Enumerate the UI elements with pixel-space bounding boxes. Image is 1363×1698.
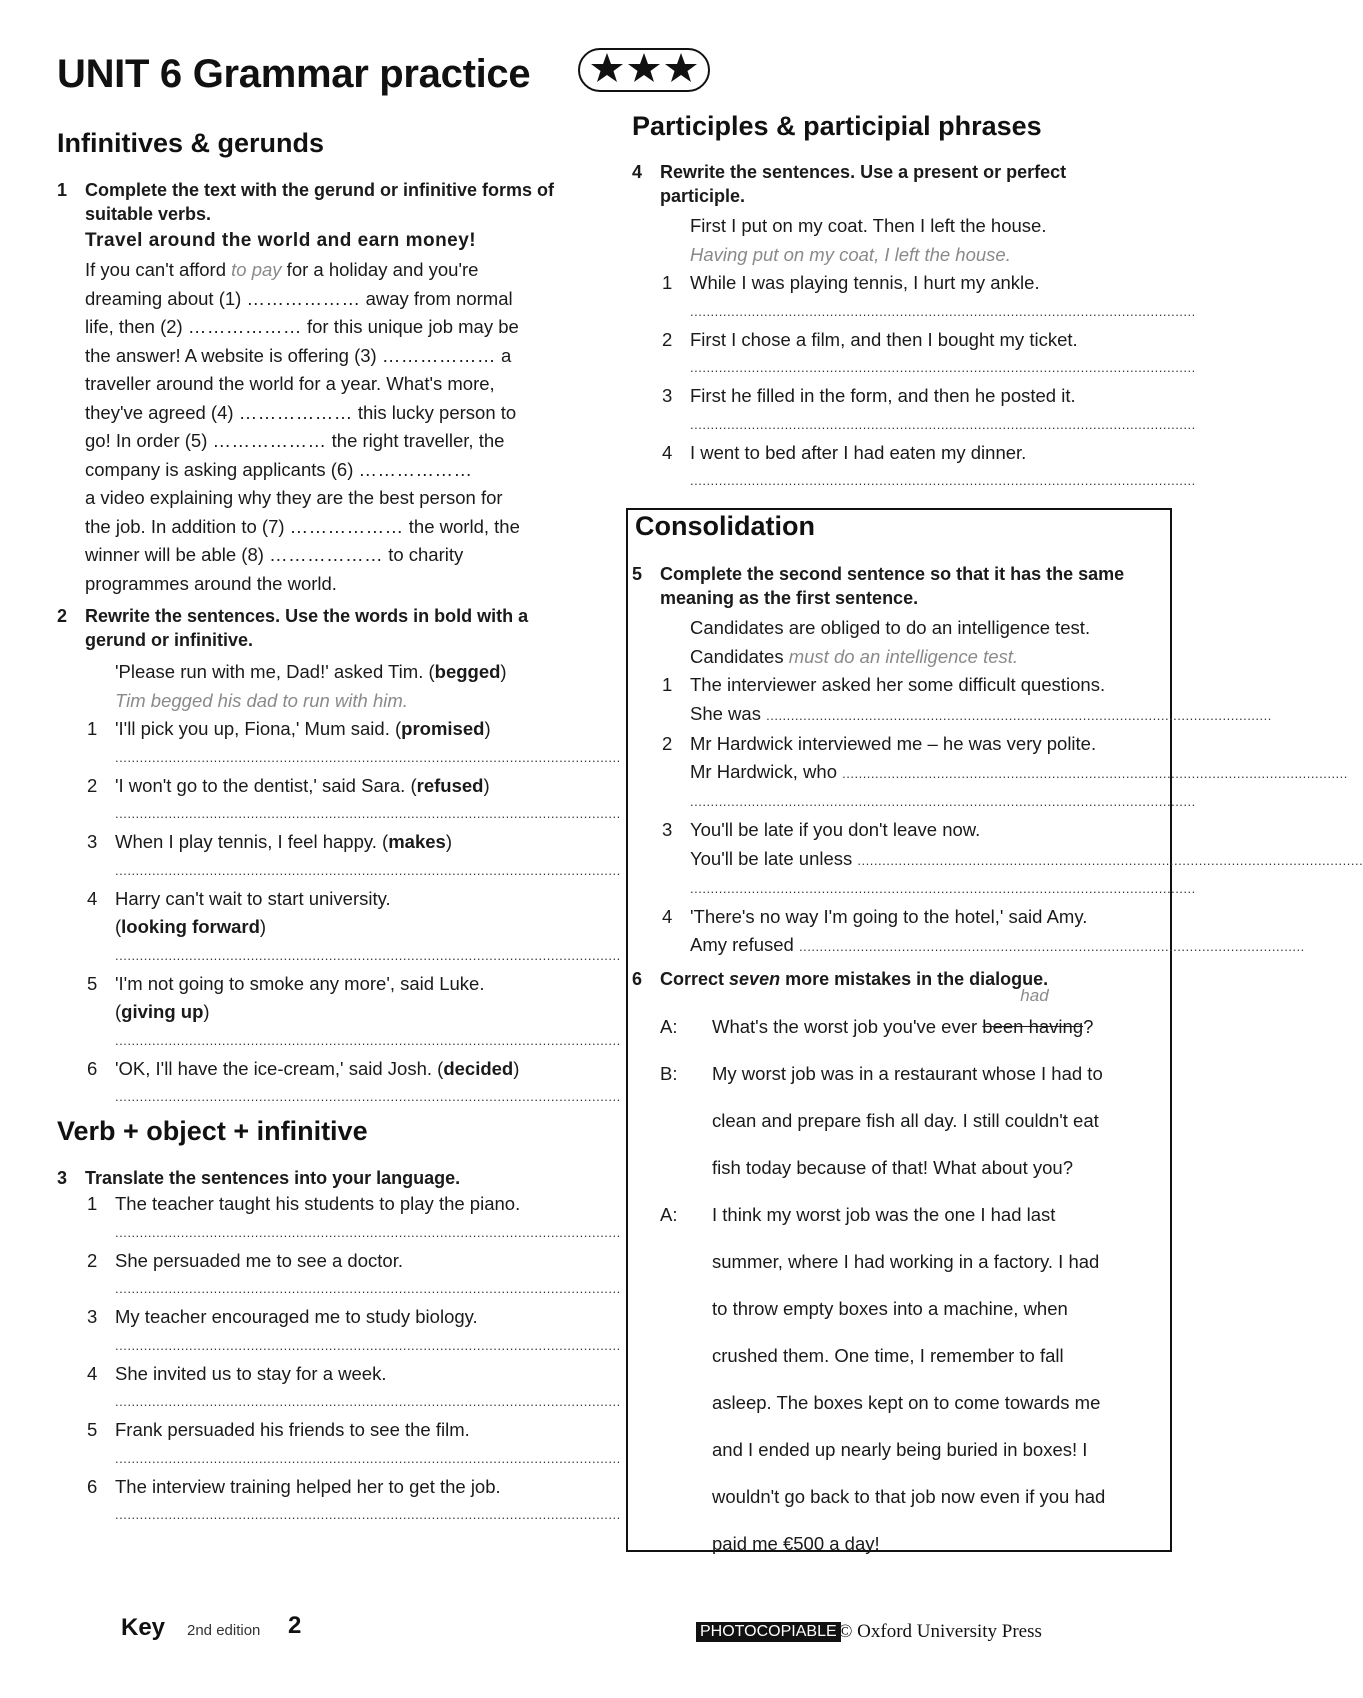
answer-line[interactable]: ...........................................................................................................................	[690, 303, 1196, 319]
dialogue-line	[660, 1097, 1152, 1144]
exercise-1	[57, 178, 577, 598]
paren: )	[513, 1057, 520, 1079]
item-sentence: 'There's no way I'm going to the hotel,' said Amy.	[690, 905, 1088, 927]
section-heading-consolidation: Consolidation	[635, 511, 815, 541]
struck-text: been having	[982, 1016, 1084, 1037]
answer-line[interactable]: ...........................................................................................................................	[766, 707, 1272, 723]
answer-line[interactable]: ...........................................................................................................................	[115, 1089, 621, 1104]
difficulty-stars	[578, 48, 710, 92]
instruction-text: Rewrite the sentences. Use the words in bold with a gerund or infinitive.	[85, 606, 529, 650]
item-sentence-cont	[115, 913, 577, 942]
dialogue-line	[660, 1050, 1152, 1097]
bold-keyword: giving up	[121, 1001, 204, 1022]
answer-line[interactable]: ...........................................................................................................................	[115, 749, 621, 765]
item-number: 1	[662, 674, 673, 695]
item-sentence	[115, 715, 577, 744]
gap-blank[interactable]: ………………	[269, 544, 384, 565]
dialogue-line	[660, 986, 1152, 1050]
text-segment: a	[495, 344, 512, 366]
item-number: 3	[662, 385, 673, 406]
text-segment: a video explaining why they are the best person for	[85, 487, 503, 508]
item-number: 6	[87, 1057, 98, 1079]
text-segment: programmes around the world.	[85, 572, 337, 594]
list-item	[57, 1190, 621, 1247]
list-item	[632, 326, 1196, 383]
item-number: 1	[87, 718, 98, 739]
dialogue-line	[660, 1238, 1152, 1285]
instruction-text: Complete the text with the gerund or infinitive forms of suitable verbs.	[85, 180, 555, 224]
exercise-4	[632, 160, 1196, 495]
instruction-text: Rewrite the sentences. Use a present or perfect participle.	[660, 162, 1067, 206]
text-line	[85, 456, 577, 485]
text-segment: they've agreed (4)	[85, 401, 239, 423]
example-sentence: Candidates are obliged to do an intelligence test.	[690, 617, 1091, 638]
text-heading: Travel around the world and earn money!	[85, 230, 477, 251]
dialogue-text: and I ended up nearly being buried in boxes! I	[712, 1439, 1088, 1460]
item-sentence	[115, 885, 577, 914]
list-item	[57, 1055, 621, 1112]
answer-line[interactable]: ...........................................................................................................................	[115, 1507, 621, 1522]
sentence-text: 'I won't go to the dentist,' said Sara. (	[115, 774, 417, 796]
item-number: 4	[662, 905, 673, 927]
answer-line[interactable]: ...........................................................................................................................	[115, 1032, 621, 1048]
exercise-number: 5	[632, 564, 643, 584]
answer-start: She was	[690, 702, 767, 724]
item-sentence-cont	[115, 998, 577, 1027]
text-line	[85, 313, 577, 342]
item-sentence: She invited us to stay for a week.	[115, 1362, 387, 1384]
paren: )	[483, 774, 490, 796]
three-star-icon	[589, 50, 699, 86]
text-line	[85, 285, 577, 314]
text-line	[85, 256, 577, 285]
exercise-4-items	[632, 269, 1196, 495]
photocopiable-label: PHOTOCOPIABLE	[696, 1622, 841, 1642]
answer-line[interactable]: ...........................................................................................................................	[842, 766, 1348, 781]
bold-keyword: promised	[401, 718, 485, 739]
item-sentence: Frank persuaded his friends to see the film.	[115, 1419, 470, 1440]
text-segment: go! In order (5)	[85, 430, 213, 451]
item-sentence: Mr Hardwick interviewed me – he was very polite.	[690, 732, 1097, 754]
text-segment: for a holiday and you're	[281, 259, 479, 280]
item-number: 4	[662, 441, 673, 463]
gap-fill-text	[57, 256, 577, 598]
dialogue-text: clean and prepare fish all day. I still couldn't eat	[712, 1110, 1099, 1131]
exercise-3-instruction	[57, 1166, 577, 1190]
dialogue-text: I think my worst job was the one I had last	[712, 1204, 1056, 1225]
answer-line[interactable]: ...........................................................................................................................	[857, 852, 1363, 868]
gap-blank[interactable]: ………………	[246, 287, 361, 309]
dialogue-line	[660, 1473, 1152, 1520]
footer-key-logo: Key	[121, 1614, 166, 1641]
item-number: 4	[87, 1362, 98, 1384]
text-segment: dreaming about (1)	[85, 287, 247, 309]
footer-edition: 2nd edition	[187, 1622, 261, 1639]
item-sentence	[115, 828, 577, 857]
text-segment: the job. In addition to (7)	[85, 515, 290, 537]
section-heading-participles: Participles & participial phrases	[632, 111, 1042, 141]
answer-start-line	[690, 931, 1305, 961]
item-number: 3	[87, 1306, 98, 1327]
exercise-number: 1	[57, 180, 68, 200]
text-segment: company is asking applicants (6)	[85, 458, 359, 480]
speaker-label: A:	[660, 1204, 678, 1225]
publisher-credit: © Oxford University Press	[838, 1621, 1042, 1642]
text-segment: the world, the	[403, 515, 520, 537]
list-item	[57, 1360, 621, 1417]
list-item	[57, 1473, 621, 1530]
item-number: 3	[662, 819, 673, 840]
dialogue-line	[660, 1144, 1152, 1191]
gap-blank[interactable]: ………………	[238, 401, 353, 423]
dialogue-line	[660, 1379, 1152, 1426]
answer-line[interactable]: ...........................................................................................................................	[115, 1337, 621, 1353]
item-number: 6	[87, 1475, 98, 1497]
instruction-emphasis: seven	[729, 969, 781, 989]
item-sentence	[115, 772, 577, 801]
answer-start-line	[690, 700, 1272, 730]
item-sentence: The interview training helped her to get the job.	[115, 1475, 501, 1497]
answer-start: Amy refused	[690, 934, 799, 955]
exercise-3	[57, 1166, 621, 1529]
item-sentence: The interviewer asked her some difficult questions.	[690, 674, 1106, 695]
page-number: 2	[288, 1612, 302, 1639]
text-segment: traveller around the world for a year. What's more,	[85, 373, 495, 394]
item-number: 1	[87, 1193, 98, 1214]
speaker-label: A:	[660, 1016, 678, 1037]
list-item	[632, 730, 1348, 817]
answer-line[interactable]: ...........................................................................................................................	[690, 473, 1196, 488]
answer-line[interactable]: ...........................................................................................................................	[690, 880, 1196, 896]
answer-line[interactable]: ...........................................................................................................................	[799, 939, 1305, 954]
text-line	[85, 342, 577, 371]
dialogue-line	[660, 1285, 1152, 1332]
sentence-text: When I play tennis, I feel happy. (	[115, 831, 389, 852]
gap-blank[interactable]: ………………	[381, 344, 496, 366]
example-sentence: First I put on my coat. Then I left the house.	[690, 215, 1047, 236]
list-item	[632, 382, 1196, 439]
text-line	[85, 399, 577, 428]
instruction-text-end: more mistakes in the dialogue.	[780, 969, 1049, 989]
list-item	[57, 1247, 621, 1304]
exercise-3-items	[57, 1190, 621, 1529]
exercise-number: 2	[57, 606, 68, 626]
list-item	[57, 970, 621, 1055]
paren: )	[445, 831, 452, 852]
list-item	[632, 903, 1305, 962]
text-line	[85, 541, 577, 570]
bold-keyword: makes	[388, 831, 446, 852]
item-sentence: The teacher taught his students to play the piano.	[115, 1193, 521, 1214]
answer-start: Mr Hardwick, who	[690, 761, 843, 782]
exercise-2	[57, 604, 621, 1111]
text-line	[85, 427, 577, 456]
instruction-text: Correct	[660, 969, 730, 989]
answer-line[interactable]: ...........................................................................................................................	[690, 794, 1196, 809]
text-line	[85, 513, 577, 542]
text-segment: the answer! A website is offering (3)	[85, 344, 382, 366]
dialogue-text: paid me €500 a day!	[712, 1533, 880, 1554]
list-item	[632, 816, 1363, 903]
exercise-5	[632, 562, 1363, 1567]
dialogue-line	[660, 1426, 1152, 1473]
exercise-2-items	[57, 715, 621, 1111]
dialogue-text: fish today because of that! What about you?	[712, 1157, 1073, 1178]
exercise-number: 4	[632, 162, 643, 182]
text-segment: the right traveller, the	[326, 430, 505, 451]
item-sentence: You'll be late if you don't leave now.	[690, 819, 981, 840]
item-sentence: I went to bed after I had eaten my dinner.	[690, 441, 1027, 463]
example-answer: Tim begged his dad to run with him.	[115, 689, 408, 711]
text-segment: for this unique job may be	[301, 316, 519, 337]
example-answer-line	[632, 643, 1152, 672]
example-answer: to pay	[231, 259, 282, 280]
item-sentence	[115, 1055, 577, 1084]
section-heading-infinitives-gerunds: Infinitives & gerunds	[57, 128, 325, 158]
answer-line[interactable]: ...........................................................................................................................	[115, 1394, 621, 1409]
correction-text: had	[1020, 986, 1049, 1005]
list-item	[632, 671, 1272, 730]
list-item	[632, 269, 1196, 326]
example-text: 'Please run with me, Dad!' asked Tim. (	[115, 661, 435, 682]
item-sentence: First I chose a film, and then I bought my ticket.	[690, 328, 1078, 350]
item-number: 5	[87, 972, 98, 994]
bold-keyword: looking forward	[121, 916, 260, 937]
text-segment: away from normal	[360, 287, 513, 309]
item-number: 2	[87, 774, 98, 796]
item-sentence: My teacher encouraged me to study biology.	[115, 1306, 478, 1327]
item-sentence: First he filled in the form, and then he posted it.	[690, 385, 1076, 406]
bold-keyword: decided	[443, 1057, 514, 1079]
list-item	[57, 772, 621, 829]
dialogue-line	[660, 1520, 1152, 1567]
dialogue-text: What's the worst job you've ever	[712, 1016, 983, 1037]
example-answer: Having put on my coat, I left the house.	[690, 243, 1011, 265]
item-number: 2	[662, 328, 673, 350]
item-number: 3	[87, 831, 98, 852]
item-number: 2	[662, 732, 673, 754]
answer-start: Candidates	[690, 645, 789, 667]
dialogue-text: to throw empty boxes into a machine, when	[712, 1298, 1068, 1319]
item-sentence: She persuaded me to see a doctor.	[115, 1249, 403, 1271]
speaker-label: B:	[660, 1063, 678, 1084]
section-heading-verb-object-infinitive: Verb + object + infinitive	[57, 1116, 368, 1146]
list-item	[57, 715, 621, 772]
exercise-6-instruction	[632, 967, 1152, 991]
item-sentence: While I was playing tennis, I hurt my ankle.	[690, 272, 1040, 293]
paren: (	[115, 1001, 122, 1022]
instruction-text: Translate the sentences into your language.	[85, 1168, 461, 1188]
example-answer: must do an intelligence test.	[788, 645, 1019, 667]
item-number: 2	[87, 1249, 98, 1271]
dialogue	[632, 986, 1152, 1567]
bold-keyword: begged	[434, 661, 501, 682]
gap-blank[interactable]: ………………	[289, 515, 404, 537]
text-segment: this lucky person to	[352, 401, 517, 423]
answer-line[interactable]: ...........................................................................................................................	[690, 416, 1196, 432]
list-item	[57, 1303, 621, 1360]
item-number: 5	[87, 1419, 98, 1440]
example-sentence	[57, 658, 577, 687]
answer-line[interactable]: ...........................................................................................................................	[115, 862, 621, 878]
sentence-text: Harry can't wait to start university.	[115, 887, 391, 909]
instruction-text: Complete the second sentence so that it has the same meaning as the first sentence.	[660, 564, 1125, 608]
answer-line[interactable]: ...........................................................................................................................	[115, 1224, 621, 1240]
dialogue-text: crushed them. One time, I remember to fall	[712, 1345, 1064, 1366]
item-sentence	[115, 970, 577, 999]
dialogue-text: summer, where I had working in a factory. I had	[712, 1251, 1100, 1272]
answer-start-line	[690, 758, 1348, 788]
list-item	[632, 439, 1196, 496]
sentence-text: 'I'm not going to smoke any more', said Luke.	[115, 972, 485, 994]
text-line	[85, 570, 577, 599]
exercise-4-instruction	[632, 160, 1152, 208]
text-line	[85, 484, 577, 513]
answer-line[interactable]: ...........................................................................................................................	[115, 947, 621, 963]
item-number: 1	[662, 272, 673, 293]
paren: )	[259, 916, 267, 937]
gap-blank[interactable]: ………………	[187, 316, 302, 337]
text-line	[85, 370, 577, 399]
text-segment: to charity	[383, 544, 464, 565]
paren: )	[203, 1001, 210, 1022]
answer-line[interactable]: ...........................................................................................................................	[115, 1450, 621, 1466]
exercise-number: 6	[632, 969, 643, 989]
text-segment: winner will be able (8)	[85, 544, 270, 565]
list-item	[57, 828, 621, 885]
struck-word-wrap	[982, 986, 1084, 1037]
paren: (	[115, 916, 122, 937]
exercise-2-instruction	[57, 604, 577, 652]
sentence-text: 'I'll pick you up, Fiona,' Mum said. (	[115, 718, 402, 739]
item-number: 4	[87, 887, 98, 909]
answer-line[interactable]: ...........................................................................................................................	[690, 360, 1196, 375]
list-item	[57, 1416, 621, 1473]
dialogue-line	[660, 1332, 1152, 1379]
list-item	[57, 885, 621, 970]
text-segment: life, then (2)	[85, 316, 188, 337]
answer-start-line	[690, 845, 1363, 875]
exercise-5-items	[632, 671, 1363, 961]
page-title: UNIT 6 Grammar practice	[57, 52, 531, 96]
paren: )	[484, 718, 491, 739]
dialogue-line	[660, 1191, 1152, 1238]
exercise-5-instruction	[632, 562, 1152, 610]
paren: )	[500, 661, 507, 682]
gap-blank[interactable]: ………………	[358, 458, 473, 480]
dialogue-text: My worst job was in a restaurant whose I had to	[712, 1063, 1103, 1084]
answer-line[interactable]: ...........................................................................................................................	[115, 1281, 621, 1296]
answer-line[interactable]: ...........................................................................................................................	[115, 806, 621, 821]
answer-start: You'll be late unless	[690, 847, 858, 869]
exercise-1-instruction	[57, 178, 577, 226]
dialogue-text-end: ?	[1083, 1016, 1094, 1037]
gap-blank[interactable]: ………………	[212, 430, 327, 451]
exercise-number: 3	[57, 1168, 68, 1188]
dialogue-text: wouldn't go back to that job now even if you had	[712, 1486, 1106, 1507]
sentence-text: 'OK, I'll have the ice-cream,' said Josh. (	[115, 1057, 444, 1079]
dialogue-text: asleep. The boxes kept on to come towards me	[712, 1392, 1101, 1413]
bold-keyword: refused	[416, 774, 484, 796]
text-segment: If you can't afford	[85, 259, 232, 280]
